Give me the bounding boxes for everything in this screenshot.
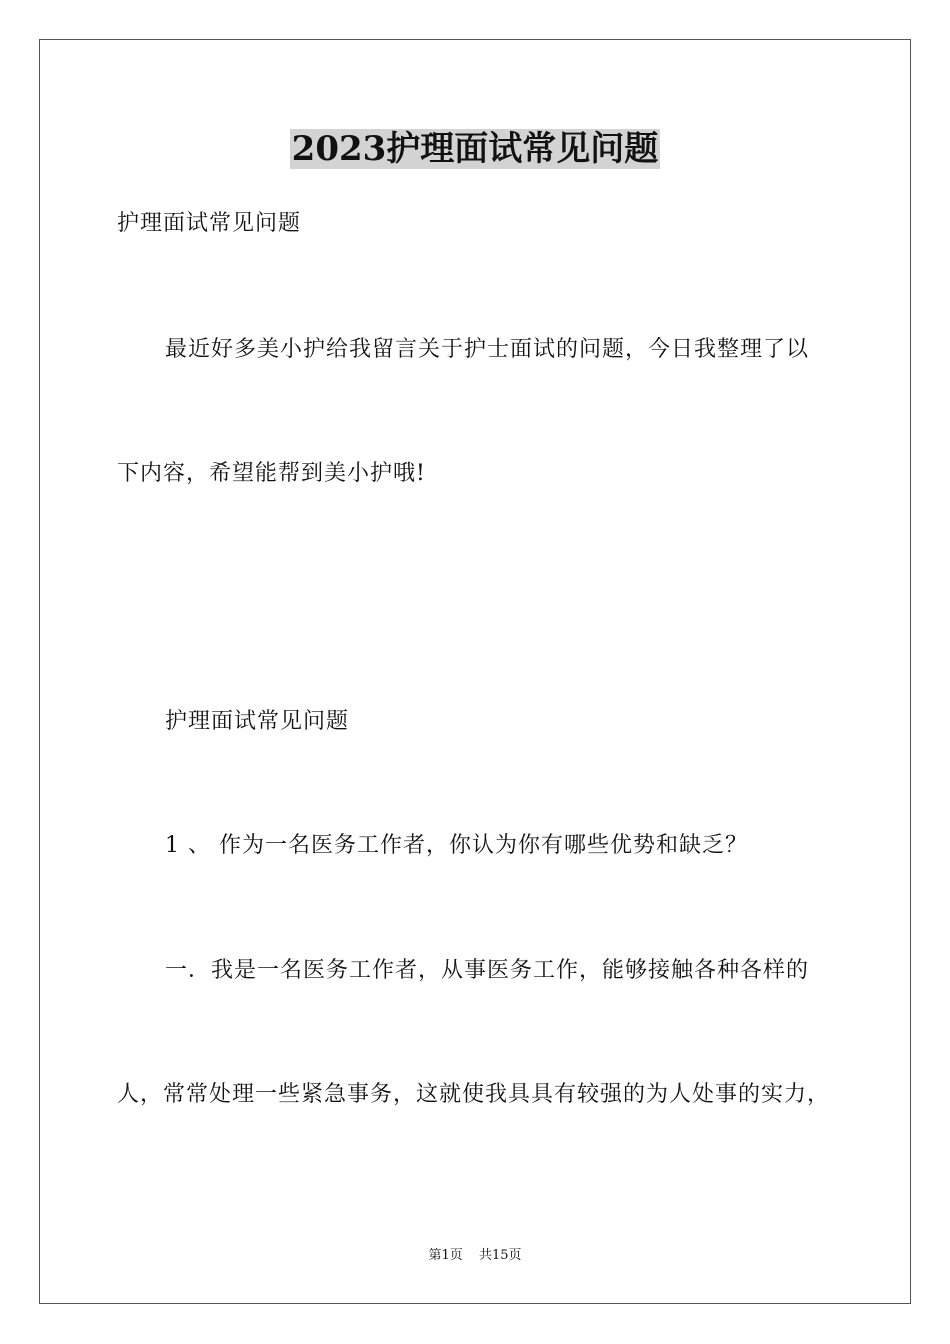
paragraph-line: 人，常常处理一些紧急事务，这就使我具具有较强的为人处事的实力，	[117, 1082, 831, 1107]
page-footer	[0, 1246, 950, 1266]
page-total: 共15页	[478, 1248, 522, 1263]
page-number: 第1页	[428, 1248, 463, 1263]
paragraph-line: 最近好多美小护给我留言关于护士面试的问题，今日我整理了以	[165, 337, 810, 362]
subtitle-line: 护理面试常见问题	[117, 211, 302, 236]
document-title	[0, 128, 950, 170]
paragraph-line: 一．我是一名医务工作者，从事医务工作，能够接触各种各样的	[165, 958, 810, 983]
document-title-text: 2023护理面试常见问题	[291, 129, 659, 169]
section-heading: 护理面试常见问题	[165, 709, 350, 734]
question-line: 1 、 作为一名医务工作者，你认为你有哪些优势和缺乏？	[165, 833, 748, 858]
paragraph-line: 下内容，希望能帮到美小护哦!	[117, 461, 426, 486]
